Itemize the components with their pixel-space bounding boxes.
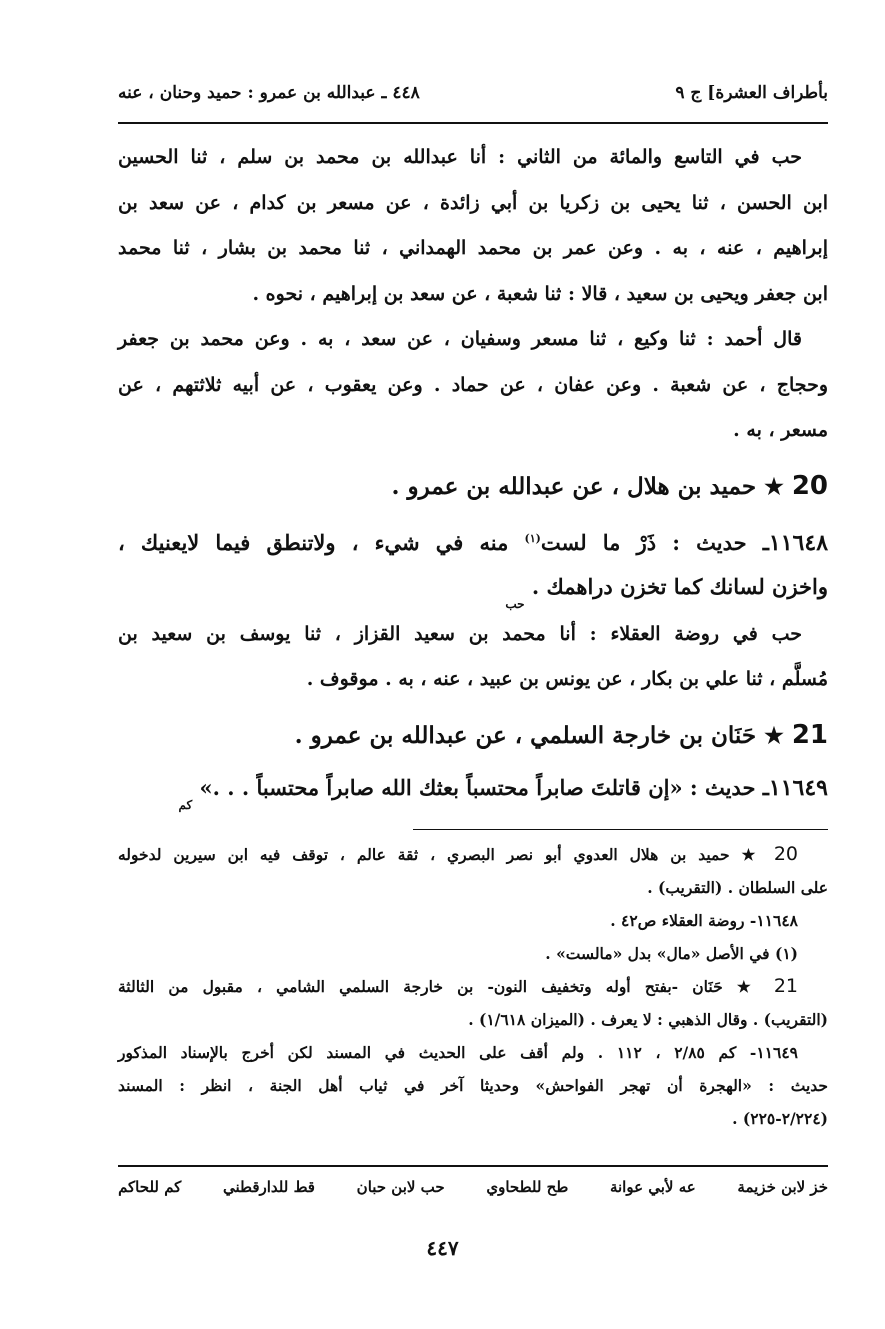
footnote-11649-line: ١١٦٤٩- كم ٢/٨٥ ، ١١٢ . ولم أقف على الحديث في المسند لكن أخرج بالإسناد المذكور [118,1043,798,1062]
source-sigil: كم [178,797,193,812]
footnote-20-line2: على السلطان . (التقريب) . [647,878,828,897]
footnote-21-line2: (التقريب) . وقال الذهبي : لا يعرف . (الميزان ١/٦١٨) . [468,1010,828,1029]
main-text [118,135,828,813]
narrator-name: حميد بن هلال ، عن عبدالله بن عمرو . [391,472,757,500]
narrator-number: 20 [791,470,828,501]
legend-item: قط للدارقطني [223,1178,315,1196]
footnote-rule [413,829,828,830]
header-rule [118,122,828,124]
hadith-number: ١١٦٤٨ [768,529,829,556]
para2-line: قال أحمد : ثنا وكيع ، ثنا مسعر وسفيان ، عن سعد ، به . وعن محمد بن جعفر [118,328,802,350]
source-sigil: حب [505,596,525,611]
running-header [118,78,828,108]
para3-line: مُسلَّم ، ثنا علي بن بكار ، عن يونس بن عبيد ، عنه ، به . موقوف . [306,668,828,690]
para2-line: مسعر ، به . [733,419,828,441]
footnote-11649-line: (٢/٢٢٤-٢٢٥) . [732,1109,828,1128]
legend-item: خز لابن خزيمة [737,1178,828,1196]
hadith-11648-line2 [118,565,828,612]
legend-item: كم للحاكم [118,1178,182,1196]
para1-line: حب في التاسع والمائة من الثاني : أنا عبدالله بن محمد بن سلم ، ثنا الحسين [118,146,802,168]
narrator-name: حَنَان بن خارجة السلمي ، عن عبدالله بن عمرو . [294,721,757,749]
legend-item: حب لابن حبان [356,1178,445,1196]
footnote-number: 20 [773,843,798,865]
footnote-11648: ١١٦٤٨- روضة العقلاء ص٤٢ . [610,911,798,930]
narrator-number: 21 [791,719,828,750]
narrator-heading-21 [118,709,828,762]
footnote-marker: (١) [524,531,541,545]
para2-line: وحجاج ، عن شعبة . وعن عفان ، عن حماد . وعن يعقوب ، عن أبيه ثلاثتهم ، عن [118,373,828,396]
header-right: بأطراف العشرة] ج ٩ [675,83,828,103]
hadith-number: ١١٦٤٩ [768,774,828,801]
legend-item: طح للطحاوي [486,1178,569,1196]
page-number: ٤٤٧ [426,1236,459,1260]
footnote-20-line1 [118,838,828,871]
footnote-text: ★ حميد بن هلال العدوي أبو نصر البصري ، ثقة عالم ، توقف فيه ابن سيرين لدخوله [118,845,762,864]
hadith-11649 [118,766,828,813]
header-left: ٤٤٨ ـ عبدالله بن عمرو : حميد وحنان ، عنه [118,83,420,103]
footnote-number: 21 [773,975,798,997]
hadith-text: ـ حديث : ذَرْ ما لست [540,529,769,555]
para1-line: ابن جعفر ويحيى بن سعيد ، قالا : ثنا شعبة ، عن سعد بن إبراهيم ، نحوه . [252,282,828,305]
hadith-11648-line1 [118,517,828,565]
star-icon: ★ [764,473,784,500]
legend-rule [118,1165,828,1167]
para1-line: ابن الحسن ، ثنا يحيى بن زكريا بن أبي زائدة ، عن مسعر بن كدام ، عن سعد بن [118,191,828,214]
footnote-21-line1 [118,970,828,1003]
hadith-text: ـ حديث : «إن قاتلتَ صابراً محتسباً بعثك الله صابراً محتسباً . . .» [199,774,769,800]
hadith-text: منه في شيء ، ولاتنطق فيما لايعنيك ، [118,529,525,555]
narrator-heading-20 [118,460,828,513]
footnote-11649-line: حديث : «الهجرة أن تهجر الفواحش» وحديثا آخر في ثياب أهل الجنة ، انظر : المسند [118,1076,828,1095]
footnotes [118,838,828,1135]
legend-item: عه لأبي عوانة [609,1178,696,1196]
footnote-text: ★ حَنَان -بفتح أوله وتخفيف النون- بن خارجة السلمي الشامي ، مقبول من الثالثة [118,977,760,996]
star-icon: ★ [764,722,784,749]
hadith-text: واخزن لسانك كما تخزن دراهمك . [531,573,828,599]
abbreviation-legend [118,1178,828,1196]
para3-line: حب في روضة العقلاء : أنا محمد بن سعيد القزاز ، ثنا يوسف بن سعيد بن [118,622,802,645]
footnote-1: (١) في الأصل «مال» بدل «مالست» . [545,944,798,963]
para1-line: إبراهيم ، عنه ، به . وعن عمر بن محمد الهمداني ، ثنا محمد بن بشار ، ثنا محمد [118,237,828,259]
